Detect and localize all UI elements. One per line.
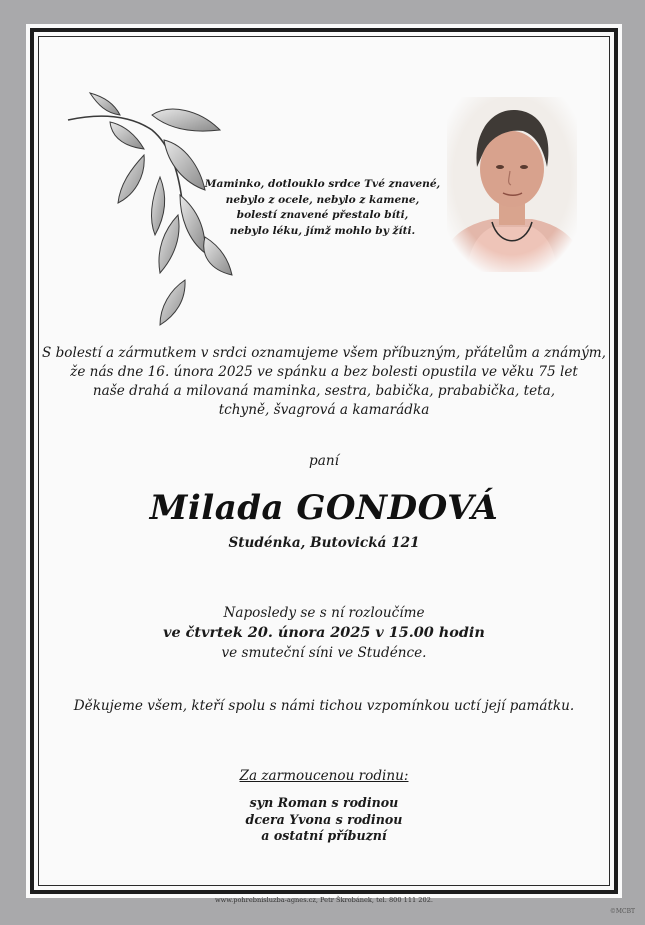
- farewell-place: ve smuteční síni ve Studénce.: [221, 645, 427, 661]
- farewell-line: Naposledy se s ní rozloučíme: [223, 605, 425, 621]
- farewell-date: ve čtvrtek 20. února 2025 v 15.00 hodin: [163, 624, 485, 641]
- memorial-poem: [200, 177, 445, 239]
- poem-line: Maminko, dotlouklo srdce Tvé znavené,: [204, 178, 441, 190]
- family-list: [40, 795, 608, 845]
- announcement-text: [40, 344, 608, 420]
- family-heading: [40, 768, 608, 784]
- poem-line: bolestí znavené přestalo bíti,: [236, 209, 409, 221]
- thanks-text: Děkujeme všem, kteří spolu s námi tichou vzpomínkou uctí její památku.: [73, 698, 575, 714]
- announcement-line: že nás dne 16. února 2025 ve spánku a bez bolesti opustila ve věku 75 let: [70, 364, 578, 380]
- portrait-photo: [447, 97, 577, 272]
- family-member: syn Roman s rodinou: [249, 795, 399, 810]
- footer-contact: www.pohrebnisluzba-agnes.cz, Petr Škrobánek, tel. 800 111 202.: [214, 896, 433, 904]
- announcement-line: naše drahá a milovaná maminka, sestra, babička, prababička, teta,: [92, 383, 556, 399]
- family-heading-text: Za zarmoucenou rodinu:: [239, 768, 409, 784]
- printer-mark: ©MCBT: [609, 908, 635, 915]
- poem-line: nebylo léku, jímž mohlo by žíti.: [229, 224, 416, 237]
- announcement-line: S bolestí a zármutkem v srdci oznamujeme všem příbuzným, přátelům a známým,: [41, 345, 607, 361]
- deceased-name: Milada GONDOVÁ: [149, 488, 499, 528]
- poem-line: nebylo z ocele, nebylo z kamene,: [225, 193, 420, 206]
- honorific: paní: [309, 453, 339, 469]
- farewell-info: [40, 603, 608, 663]
- deceased-address: Studénka, Butovická 121: [228, 535, 420, 551]
- family-member: dcera Yvona s rodinou: [245, 811, 403, 827]
- announcement-line: tchyně, švagrová a kamarádka: [218, 402, 430, 418]
- family-member: a ostatní příbuzní: [261, 828, 387, 844]
